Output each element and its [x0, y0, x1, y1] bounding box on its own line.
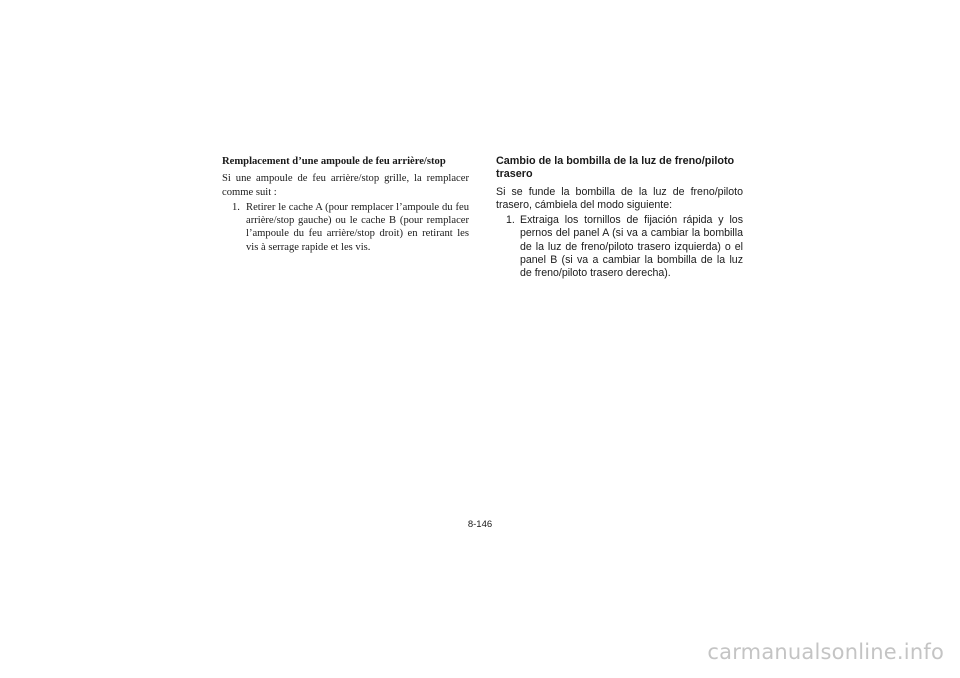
spanish-step-1-text: Extraiga los tornillos de fijación rápida y los pernos del panel A (si va a cambiar la bombilla de la luz de freno/piloto trasero izquierda) o el panel B (si va a cambiar la bombilla de la luz de freno/piloto trasero derecha). [520, 214, 743, 280]
spanish-step-1-number: 1. [506, 214, 515, 227]
spanish-heading: Cambio de la bombilla de la luz de freno/piloto trasero [496, 155, 735, 181]
french-step-1-number: 1. [232, 201, 240, 213]
french-heading: Remplacement d’une ampoule de feu arrière/stop [222, 156, 446, 167]
spanish-intro: Si se funde la bombilla de la luz de freno/piloto trasero, cámbiela del modo siguiente: [496, 185, 743, 211]
french-column [222, 155, 469, 254]
page-number: 8-146 [467, 519, 493, 530]
french-step-1-text: Retirer le cache A (pour remplacer l’ampoule du feu arrière/stop gauche) ou le cache B (pour remplacer l’ampoule du feu arrière/stop droit) en retirant les vis à serrage rapide et les vis. [246, 201, 469, 253]
spanish-step-1 [496, 214, 743, 280]
spanish-column [496, 155, 743, 281]
french-intro: Si une ampoule de feu arrière/stop grille, la remplacer comme suit : [222, 173, 469, 198]
french-step-1 [222, 201, 469, 254]
watermark: carmanualsonline.info [707, 640, 944, 664]
